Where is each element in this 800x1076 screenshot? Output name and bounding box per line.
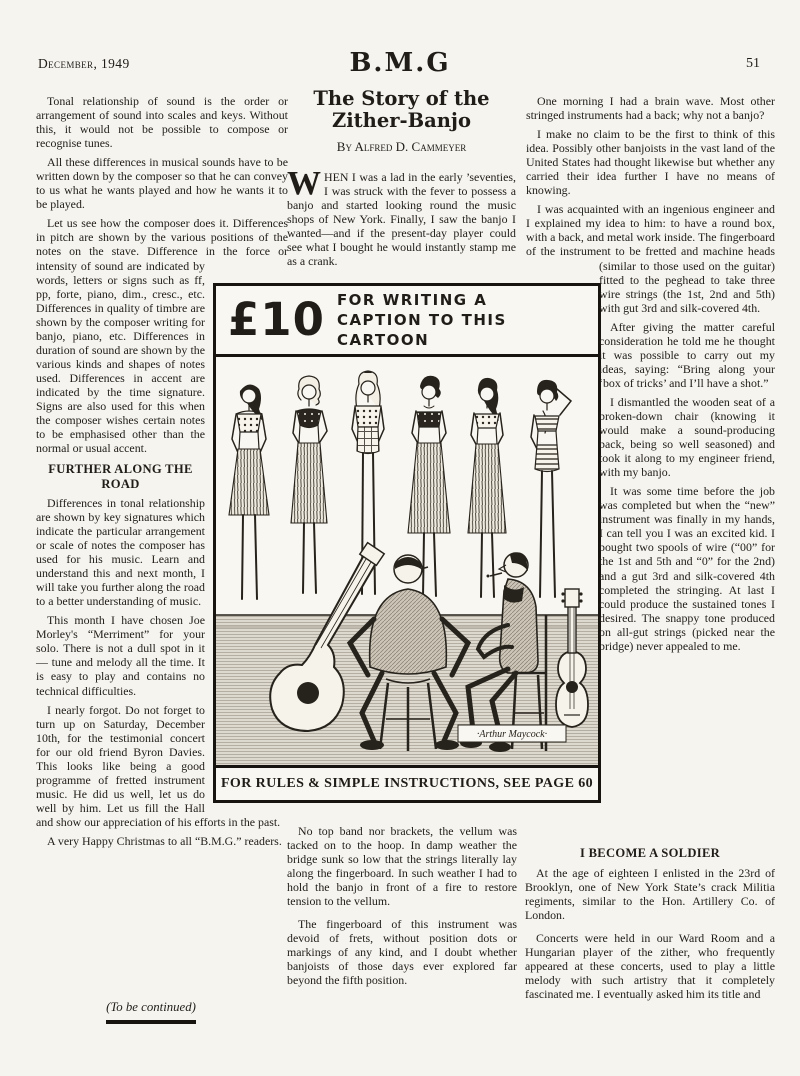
contest-headline-line1: FOR WRITING A bbox=[336, 290, 488, 309]
issue-date: December, 1949 bbox=[38, 56, 130, 71]
column-right-bottom bbox=[525, 842, 775, 1010]
paragraph: I dismantled the wooden seat of a broken-down chair (knowing it would make a sound-producing back, being so well seasoned) and took it along to my engineer friend, with my banjo. bbox=[599, 394, 775, 480]
to-be-continued-label: (To be continued) bbox=[106, 1000, 196, 1014]
paragraph: At the age of eighteen I enlisted in the 23rd of Brooklyn, one of New York State’s crack Militia regiments, similar to the Hon. Artillery Co. of London. bbox=[525, 865, 775, 922]
column-right bbox=[525, 94, 775, 844]
contest-headline-line2: CAPTION TO THIS CARTOON bbox=[336, 310, 507, 350]
article-title: The Story of the Zither-Banjo bbox=[313, 87, 490, 132]
paragraph: It was some time before the job was completed but when the “new” instrument was finally in my hands, I can tell you I was an excited kid. I bought two spools of wire (“00” for the 1st and 5th and “0” for the 2nd) and a gut 3rd and silk-covered 4th completed the stringing. At last I could produce the sustained tones I desired. The snappy tone produced on all-gut strings (picked near the bridge) never appealed to me. bbox=[599, 484, 775, 653]
paragraph: Differences in tonal relationship are shown by key signatures which indicate the particular arrangement or scale of notes the composer has used for his music. Learn and understand this and next month, I will take you further along the road to a better understanding of music. bbox=[36, 495, 205, 609]
article-lead-paragraph bbox=[287, 165, 516, 273]
paragraph: Concerts were held in our Ward Room and a Hungarian player of the zither, who frequently appeared at these concerts, used to play a little melody with such artistry that it completely fascinated me. I eventually asked him its title and bbox=[525, 931, 775, 1002]
article-byline: By Alfred D. Cammeyer bbox=[336, 138, 467, 154]
page-number: 51 bbox=[746, 56, 760, 71]
paragraph: Tonal relationship of sound is the order or arrangement of sound into scales and keys. Without this, it would not be possible to compose or recognise tunes. bbox=[36, 94, 288, 151]
paragraph: I make no claim to be the first to think of this idea. Possibly other banjoists in the vast land of the United States had thought likewise but whether any carried their idea further I have no means of knowing. bbox=[526, 127, 775, 198]
contest-rules-strip: FOR RULES & SIMPLE INSTRUCTIONS, SEE PAGE 60 bbox=[216, 765, 598, 800]
paragraph: Let us see how the composer does it. Differences in pitch are shown by the various positions of the notes on the stave. Difference in the force or intensity of sound are indicated by words, letters or signs such as ff, pp, forte, piano, dim., cresc., etc. Differences in quality of timbre are shown by the composer writing for banjo, piano, etc. Differences in duration of sound are shown by the various kinds and shapes of notes used. Differences in accent are indicated by the time signature. Signs are also used for this when the composer wishes certain notes to be emphasised other than the normal or usual accent. bbox=[36, 216, 288, 456]
end-rule-divider bbox=[106, 1020, 196, 1024]
paragraph: All these differences in musical sounds have to be written down by the composer so that he can convey to us what he wants played and how he wants it to be played. bbox=[36, 155, 288, 212]
paragraph: After giving the matter careful consideration he told me he thought it was possible to carry out my ideas, saying: “Bring along your ‘box of tricks’ and I’ll have a shot.” bbox=[599, 319, 775, 390]
article-header bbox=[287, 88, 516, 154]
paragraph: A very Happy Christmas to all “B.M.G.” readers. bbox=[47, 833, 282, 848]
drop-cap: W bbox=[287, 165, 321, 202]
paragraph: HEN I was a lad in the early ’seventies, I was struck with the fever to possess a banjo and started looking round the music shops of New York. Finally, I saw the banjo I wanted—and if the present-day player could see what I bought he would instantly stamp me as a crank. bbox=[287, 170, 516, 269]
wrap-spacer bbox=[525, 262, 599, 812]
paragraph: One morning I had a brain wave. Most other stringed instruments had a back; why not a banjo? bbox=[526, 94, 775, 123]
masthead-title: B.M.G bbox=[349, 48, 451, 78]
column-middle-below-box bbox=[287, 824, 517, 997]
paragraph: The fingerboard of this instrument was devoid of frets, without position dots or markings of any kind, and I doubt whether banjoists of those days ever explored far beyond the fifth position. bbox=[287, 917, 517, 988]
cartoon-signature-text: ·Arthur Maycock· bbox=[476, 729, 548, 740]
paragraph: I nearly forgot. Do not forget to turn up on Saturday, December 10th, for the testimonial concert for our old friend Byron Davies. This looks like being a good programme of fretted instrument music. He did us well, let us do well by him. Let us fill the Hall and show our appreciation of his efforts in the past. bbox=[36, 702, 281, 829]
section-heading-further-along-the-road: FURTHER ALONG THE ROAD bbox=[48, 462, 193, 492]
paragraph: This month I have chosen Joe Morley's “Merriment” for your solo. There is not a dull spot in it — tune and melody all the time. It is easy to play and contains no technical difficulties. bbox=[36, 613, 205, 698]
section-heading-i-become-a-soldier: I BECOME A SOLDIER bbox=[579, 846, 721, 860]
prize-amount: £10 bbox=[228, 293, 325, 347]
article-continuation-note bbox=[36, 1000, 266, 1024]
paragraph: I was acquainted with an ingenious engineer and I explained my idea to him: to have a round box, with a back, and metal work inside. The fingerboard of the instrument to be fretted and machine heads (similar to those used on the guitar) fitted to the peghead to take three wire strings (the 1st, 2nd and 5th) with gut 3rd and silk-covered 4th. bbox=[526, 202, 775, 315]
paragraph: No top band nor brackets, the vellum was tacked on to the hoop. In damp weather the bridge sunk so low that the strings literally lay along the fingerboard. In such weather I had to hold the banjo in front of a fire to restore tension to the vellum. bbox=[287, 824, 517, 909]
